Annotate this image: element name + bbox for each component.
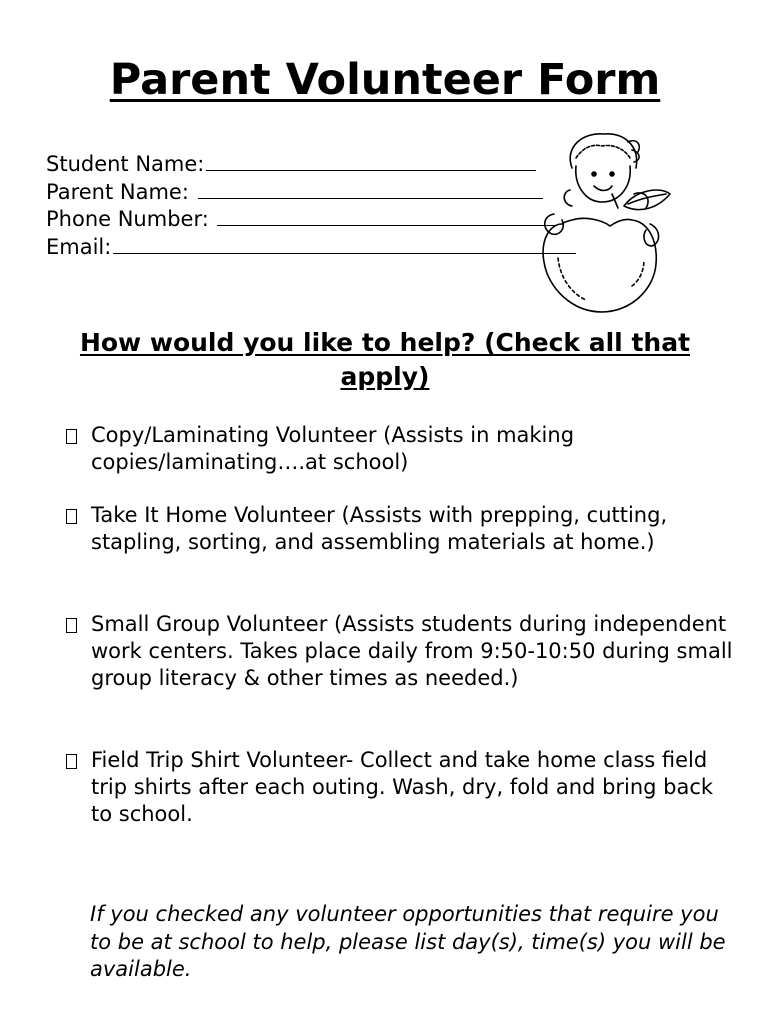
option-small-group: [66, 611, 736, 693]
option-text: Small Group Volunteer (Assists students during independent work centers. Takes place daily from 9:50-10:50 during small group literacy & other times as needed.): [91, 612, 733, 691]
option-text: Field Trip Shirt Volunteer- Collect and take home class field trip shirts after each outing. Wash, dry, fold and bring back to school.: [91, 748, 714, 827]
email-label: Email:: [46, 234, 112, 259]
student-name-field[interactable]: [46, 151, 606, 179]
phone-number-line[interactable]: [217, 207, 557, 226]
volunteer-question-heading: How would you like to help? (Check all that apply): [79, 328, 691, 391]
take-it-home-checkbox[interactable]: [66, 509, 77, 524]
phone-number-label: Phone Number:: [46, 207, 216, 231]
availability-note: If you checked any volunteer opportunities that require you to be at school to help, please list day(s), time(s) you will be available.: [90, 902, 726, 981]
option-take-it-home: [66, 502, 736, 556]
phone-number-field[interactable]: [46, 206, 606, 234]
small-group-checkbox[interactable]: [66, 618, 77, 633]
field-trip-shirt-checkbox[interactable]: [66, 754, 77, 769]
parent-name-line[interactable]: [198, 180, 543, 199]
option-field-trip-shirt: [66, 747, 736, 829]
parent-name-label: Parent Name:: [46, 179, 196, 204]
copy-laminating-checkbox[interactable]: [66, 429, 77, 444]
option-text: Take It Home Volunteer (Assists with prepping, cutting, stapling, sorting, and assembling materials at home.): [91, 503, 668, 555]
parent-name-field[interactable]: [46, 179, 606, 207]
option-text: Copy/Laminating Volunteer (Assists in making copies/laminating….at school): [91, 423, 575, 475]
option-copy-laminating: [66, 422, 736, 476]
student-name-label: Student Name:: [46, 152, 205, 176]
girl-with-apple-icon: [532, 128, 674, 316]
email-line[interactable]: [113, 235, 576, 254]
student-name-line[interactable]: [206, 152, 536, 171]
page-title: Parent Volunteer Form: [109, 55, 661, 105]
email-field[interactable]: [46, 234, 606, 262]
contact-fields: [46, 151, 606, 261]
